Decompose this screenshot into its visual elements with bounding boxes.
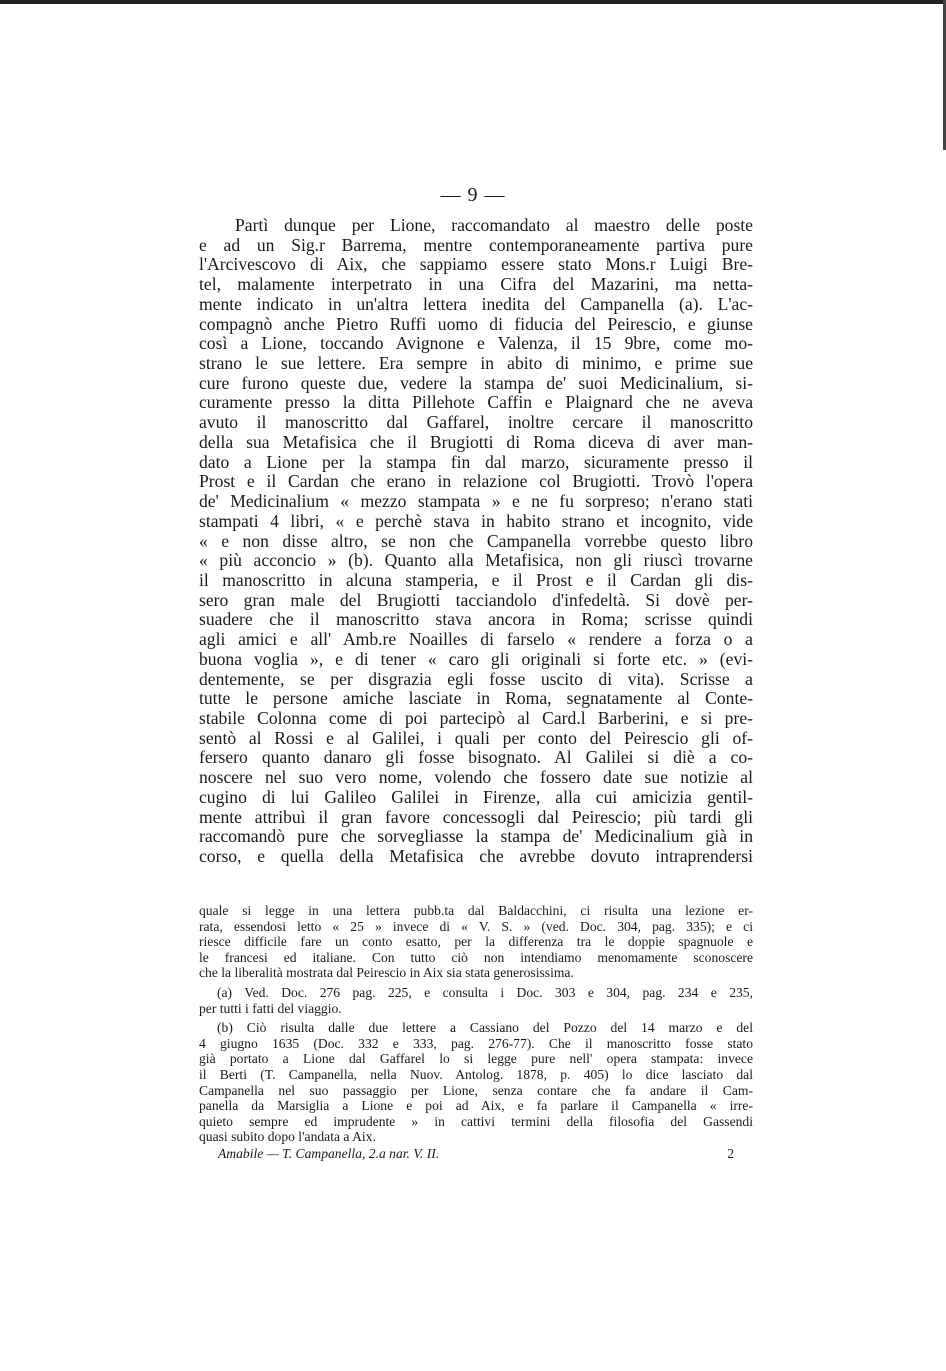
footnote-line: già portato a Lione dal Gaffarel lo si legge pure nell' opera stampata: invece — [199, 1051, 753, 1067]
text-line: tel, malamente interpetrato in una Cifra del Mazarini, ma netta- — [199, 275, 753, 295]
text-line: noscere nel suo vero nome, volendo che fossero date sue notizie al — [199, 768, 753, 788]
footnote-line: (a) Ved. Doc. 276 pag. 225, e consulta i Doc. 303 e 304, pag. 234 e 235, — [217, 984, 753, 1000]
footnote-line: le francesi ed italiane. Con tutto ciò non intendiamo menomamente sconoscere — [199, 949, 753, 965]
text-line: Partì dunque per Lione, raccomandato al maestro delle poste — [235, 216, 753, 235]
text-line: cugino di lui Galileo Galilei in Firenze, alla cui amicizia gentil- — [199, 787, 753, 807]
text-line: curamente presso la ditta Pillehote Caffin e Plaignard che ne aveva — [199, 393, 753, 413]
footnote-line: Campanella nel suo passaggio per Lione, senza contare che fa andare il Cam- — [199, 1082, 753, 1098]
text-line: dato a Lione per la stampa fin dal marzo, sicuramente presso il — [199, 452, 753, 472]
text-line: sero gran male del Brugiotti tacciandolo d'infedeltà. Si dovè per- — [199, 590, 753, 610]
text-line: buona voglia », e di tener « caro gli originali si forte etc. » (evi- — [199, 649, 753, 669]
text-line: della sua Metafisica che il Brugiotti di Roma diceva di aver man- — [199, 432, 753, 452]
footnote-line: (b) Ciò risulta dalle due lettere a Cassiano del Pozzo del 14 marzo e del — [217, 1020, 753, 1036]
text-line: stabile Colonna come di poi partecipò al Card.l Barberini, e si pre- — [199, 708, 753, 728]
text-line: mente attribuì il gran favore concessogli dal Peirescio; più tardi gli — [199, 807, 753, 827]
footnote-line: quasi subito dopo l'andata a Aix. — [199, 1129, 376, 1145]
text-line: strano le sue lettere. Era sempre in abito di minimo, e prime sue — [199, 354, 753, 374]
text-line: e ad un Sig.r Barrema, mentre contemporaneamente partiva pure — [199, 235, 753, 255]
text-line: raccomandò pure che sorvegliasse la stampa de' Medicinalium già in — [199, 827, 753, 847]
footnote-line: rata, essendosi letto « 25 » invece di « V. S. » (ved. Doc. 304, pag. 335); e ci — [199, 918, 753, 934]
main-text — [199, 216, 753, 867]
footnote-line: panella da Marsiglia a Lione e poi ad Aix, e fa parlare il Campanella « irre- — [199, 1098, 753, 1114]
footnote-line: quieto sempre ed imprudente » in cattivi termini della filosofia del Gassendi — [199, 1113, 753, 1129]
text-line: stampati 4 libri, « e perchè stava in habito strano et incognito, vide — [199, 511, 753, 531]
page-number: — 9 — — [440, 184, 506, 206]
footnotes — [199, 903, 753, 1145]
text-line: cure furono queste due, vedere la stampa de' suoi Medicinalium, si- — [199, 373, 753, 393]
text-line: tutte le persone amiche lasciate in Roma, segnatamente al Conte- — [199, 689, 753, 709]
text-line: fersero quanto danaro gli fosse bisognato. Al Galilei si diè a co- — [199, 748, 753, 768]
signature-mark: Amabile — T. Campanella, 2.a nar. V. II. — [218, 1146, 440, 1161]
page-footer — [218, 1146, 734, 1162]
text-line: suadere che il manoscritto stava ancora in Roma; scrisse quindi — [199, 610, 753, 630]
text-line: sentò al Rossi e al Galilei, i quali per conto del Peirescio gli of- — [199, 728, 753, 748]
text-line: Prost e il Cardan che erano in relazione col Brugiotti. Trovò l'opera — [199, 472, 753, 492]
text-line: dentemente, se per disgrazia egli fosse uscito di vita). Scrisse a — [199, 669, 753, 689]
text-line: così a Lione, toccando Avignone e Valenza, il 15 9bre, come mo- — [199, 334, 753, 354]
text-line: compagnò anche Pietro Ruffi uomo di fiducia del Peirescio, e giunse — [199, 314, 753, 334]
top-border — [0, 0, 946, 4]
footnote-line: per tutti i fatti del viaggio. — [199, 1000, 342, 1016]
text-line: avuto il manoscritto dal Gaffarel, inoltre cercare il manoscritto — [199, 413, 753, 433]
sheet-number: 2 — [727, 1146, 734, 1161]
footnote-line: il Berti (T. Campanella, nella Nuov. Antolog. 1878, p. 405) lo dice lasciato dal — [199, 1066, 753, 1082]
footnote-line: quale si legge in una lettera pubb.ta dal Baldacchini, ci risulta una lezione er- — [199, 903, 753, 918]
text-line: il manoscritto in alcuna stamperia, e il Prost e il Cardan gli dis- — [199, 570, 753, 590]
text-line: « e non disse altro, se non che Campanella vorrebbe questo libro — [199, 531, 753, 551]
text-line: agli amici e all' Amb.re Noailles di farselo « rendere a forza o a — [199, 630, 753, 650]
footnote-line: 4 giugno 1635 (Doc. 332 e 333, pag. 276-77). Che il manoscritto fosse stato — [199, 1035, 753, 1051]
text-line: corso, e quella della Metafisica che avrebbe dovuto intraprendersi — [199, 847, 753, 866]
text-line: « più acconcio » (b). Quanto alla Metafisica, non gli riuscì trovarne — [199, 551, 753, 571]
text-line: mente indicato in un'altra lettera inedita del Campanella (a). L'ac- — [199, 294, 753, 314]
text-line: l'Arcivescovo di Aix, che sappiamo essere stato Mons.r Luigi Bre- — [199, 255, 753, 275]
footnote-line: riesce difficile fare un conto esatto, per la differenza tra le doppie spagnuole e — [199, 934, 753, 950]
footnote-line: che la liberalità mostrata dal Peirescio in Aix sia stata generosissima. — [199, 965, 574, 981]
text-line: de' Medicinalium « mezzo stampata » e ne fu sorpreso; n'erano stati — [199, 492, 753, 512]
